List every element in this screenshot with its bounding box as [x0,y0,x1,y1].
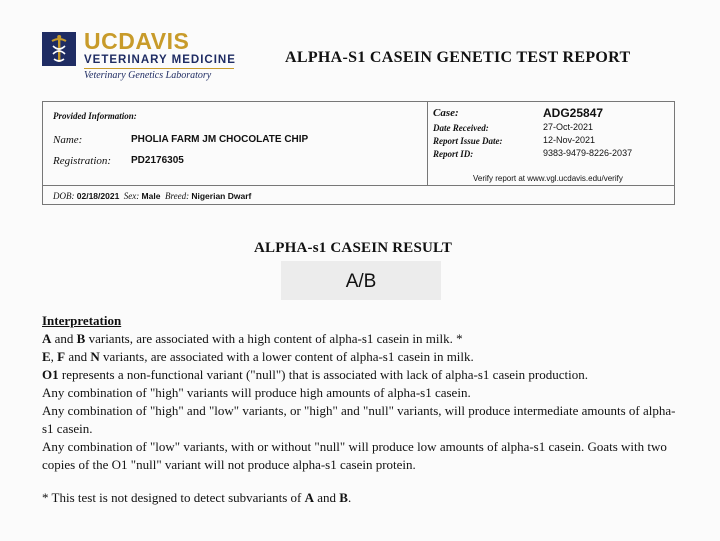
caduceus-seal-icon [42,32,76,66]
info-divider-horizontal [43,185,674,186]
issue-date-value: 12-Nov-2021 [543,135,596,145]
report-id-value: 9383-9479-8226-2037 [543,148,633,158]
registration-label: Registration: [53,155,112,167]
info-divider-vertical [427,102,428,185]
interpretation-line: O1 represents a non-functional variant ("null") that is associated with lack of alpha-s1 casein production. [42,367,588,382]
provided-heading: Provided Information: [53,111,137,121]
interpretation-section [42,312,682,474]
interpretation-line: A and B variants, are associated with a high content of alpha-s1 casein in milk. * [42,331,463,346]
registration-value: PD2176305 [131,155,184,166]
case-value: ADG25847 [543,106,604,120]
interpretation-line: Any combination of "high" and "low" variants, or "high" and "null" variants, will produce intermediate amounts of alpha-s1 casein. [42,403,676,436]
name-value: PHOLIA FARM JM CHOCOLATE CHIP [131,134,309,145]
report-title: ALPHA-S1 CASEIN GENETIC TEST REPORT [285,49,631,66]
case-label: Case: [433,107,459,119]
logo-lab: Veterinary Genetics Laboratory [84,70,212,81]
name-label: Name: [53,134,83,146]
report-id-label: Report ID: [433,149,474,159]
result-genotype: A/B [345,271,377,292]
result-box [281,261,441,300]
date-received-value: 27-Oct-2021 [543,122,594,132]
ucdavis-vet-logo [42,30,242,82]
info-box [42,101,675,205]
result-title: ALPHA-s1 CASEIN RESULT [254,240,453,256]
interpretation-line: E, F and N variants, are associated with a lower content of alpha-s1 casein in milk. [42,349,474,364]
logo-rule [84,68,234,69]
logo-school: VETERINARY MEDICINE [84,54,236,66]
interpretation-line: Any combination of "low" variants, with or without "null" will produce low amounts of alpha-s1 casein. Goats with two copies of the O1 "null" variant will not produce alpha-s1 casein protein. [42,439,667,472]
interpretation-heading: Interpretation [42,313,122,328]
logo-wordmark: UCDAVIS [84,28,190,54]
issue-date-label: Report Issue Date: [433,136,503,146]
interpretation-line: Any combination of "high" variants will produce high amounts of alpha-s1 casein. [42,385,471,400]
animal-details: DOB: 02/18/2021 Sex: Male Breed: Nigerian Dwarf [53,191,252,201]
verify-link[interactable]: Verify report at www.vgl.ucdavis.edu/verify [473,174,623,183]
date-received-label: Date Received: [433,123,489,133]
footnote: * This test is not designed to detect subvariants of A and B. [42,490,352,505]
